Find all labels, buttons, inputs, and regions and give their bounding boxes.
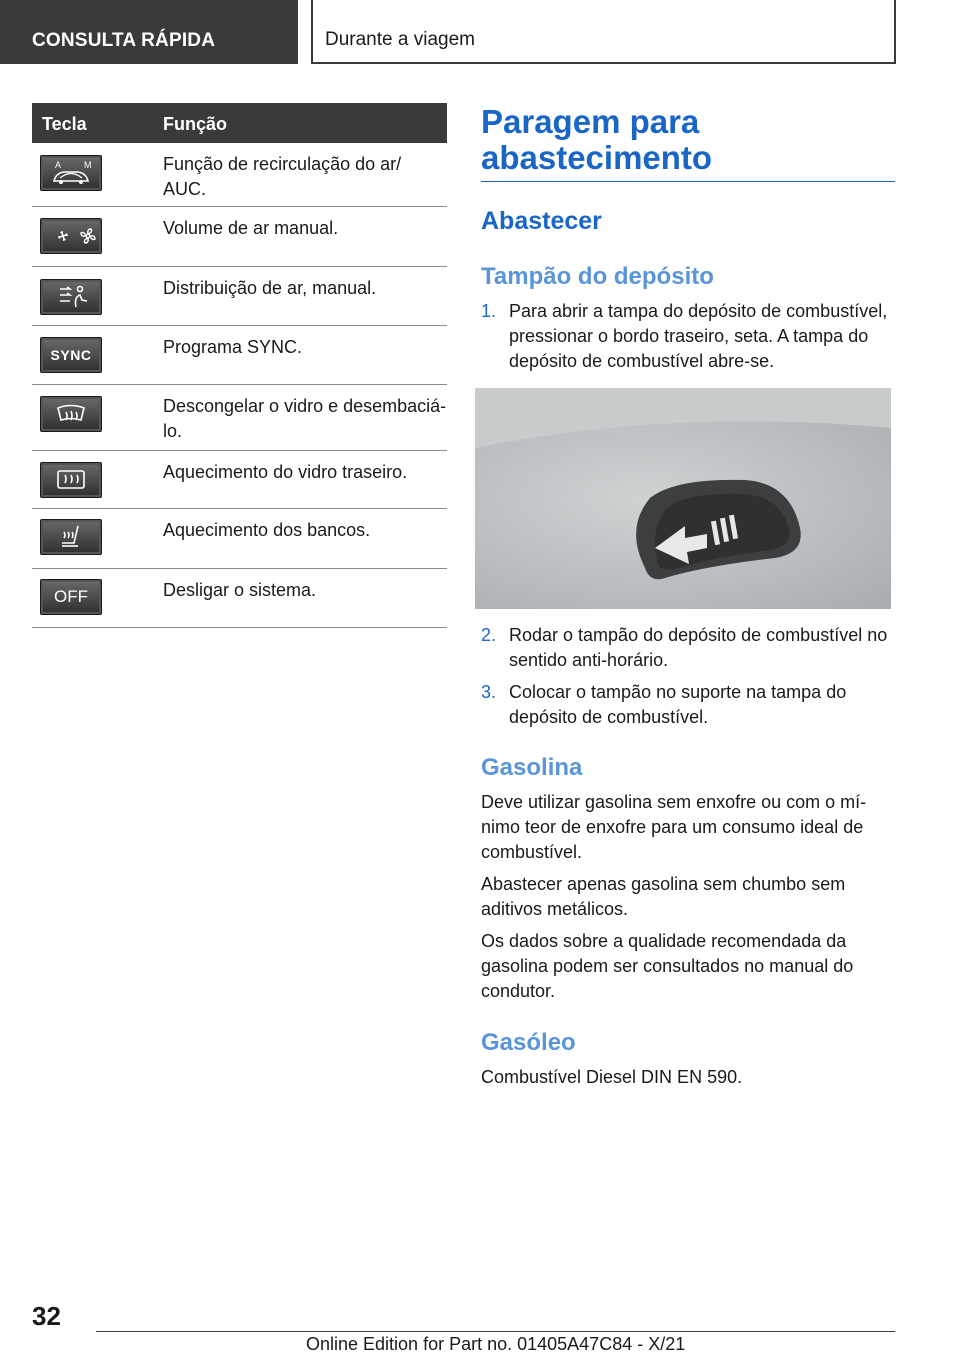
step-number: 2. <box>481 625 497 645</box>
subsection-tab <box>311 0 896 64</box>
column-header-function: Função <box>163 114 228 134</box>
function-text: Distribuição de ar, manual. <box>163 278 377 298</box>
table-row <box>32 509 447 569</box>
function-text: Descongelar o vidro e desembaciá-lo. <box>163 396 447 441</box>
function-text: Desligar o sistema. <box>163 580 317 600</box>
paragraph: Combustível Diesel DIN EN 590. <box>481 1067 743 1087</box>
subsection-title: Durante a viagem <box>325 29 475 50</box>
column-header-key: Tecla <box>42 114 87 134</box>
list-item <box>481 299 895 375</box>
step-number: 1. <box>481 301 497 321</box>
page-number: 32 <box>32 1301 61 1331</box>
function-text: Aquecimento do vidro traseiro. <box>163 462 408 482</box>
table-row <box>32 385 447 451</box>
paragraph: Abastecer apenas gasolina sem chumbo sem aditivos metálicos. <box>481 874 846 919</box>
table-row <box>32 569 447 628</box>
fan-icon <box>40 218 102 254</box>
edition-footer: Online Edition for Part no. 01405A47C84 - X/21 <box>306 1334 686 1354</box>
table-row <box>32 143 447 207</box>
windshield-defrost-icon <box>40 396 102 432</box>
page-title: Paragem para abastecimento <box>481 103 713 176</box>
off-key-icon <box>40 579 102 615</box>
list-item <box>481 623 895 675</box>
step-number: 3. <box>481 682 497 702</box>
paragraph: Deve utilizar gasolina sem enxofre ou com o mínimo teor de enxofre para um consumo ideal de combustível. <box>481 792 867 862</box>
table-row <box>32 267 447 326</box>
footer-divider <box>96 1331 895 1332</box>
table-row <box>32 451 447 509</box>
step-text: Rodar o tampão do depósito de combustível no sentido anti-horário. <box>509 625 888 670</box>
rear-window-heat-icon <box>40 462 102 498</box>
subheading-fuel-cap: Tampão do depósito <box>481 263 714 290</box>
section-heading: Abastecer <box>481 207 602 235</box>
paragraph: Os dados sobre a qualidade recomendada da gasolina podem ser consultados no manual do condutor. <box>481 931 854 1001</box>
title-divider <box>481 181 895 182</box>
controls-table <box>32 103 447 628</box>
subheading-diesel: Gasóleo <box>481 1029 576 1056</box>
svg-text:A: A <box>55 160 62 170</box>
table-header <box>32 103 447 143</box>
off-key-label: OFF <box>54 587 88 606</box>
seat-heat-icon <box>40 519 102 555</box>
sync-key-icon <box>40 337 102 373</box>
function-text: Volume de ar manual. <box>163 218 339 238</box>
function-text: Função de recirculação do ar/ AUC. <box>163 154 402 199</box>
function-text: Aquecimento dos bancos. <box>163 520 371 540</box>
step-text: Para abrir a tampa do depósito de combustível, pressionar o bordo traseiro, seta. A tampa do depósito de combustível abre-se. <box>509 301 888 371</box>
air-recirculation-icon <box>40 155 102 191</box>
table-row <box>32 326 447 385</box>
function-text: Programa SYNC. <box>163 337 303 357</box>
section-title: CONSULTA RÁPIDA <box>32 30 216 51</box>
list-item <box>481 680 895 732</box>
subheading-gasoline: Gasolina <box>481 754 583 781</box>
fuel-flap-photo <box>475 388 891 609</box>
svg-text:M: M <box>84 160 92 170</box>
sync-key-label: SYNC <box>50 347 92 363</box>
section-tab <box>0 0 298 64</box>
step-text: Colocar o tampão no suporte na tampa do depósito de combustível. <box>509 682 847 727</box>
table-row <box>32 207 447 267</box>
air-distribution-icon <box>40 279 102 315</box>
